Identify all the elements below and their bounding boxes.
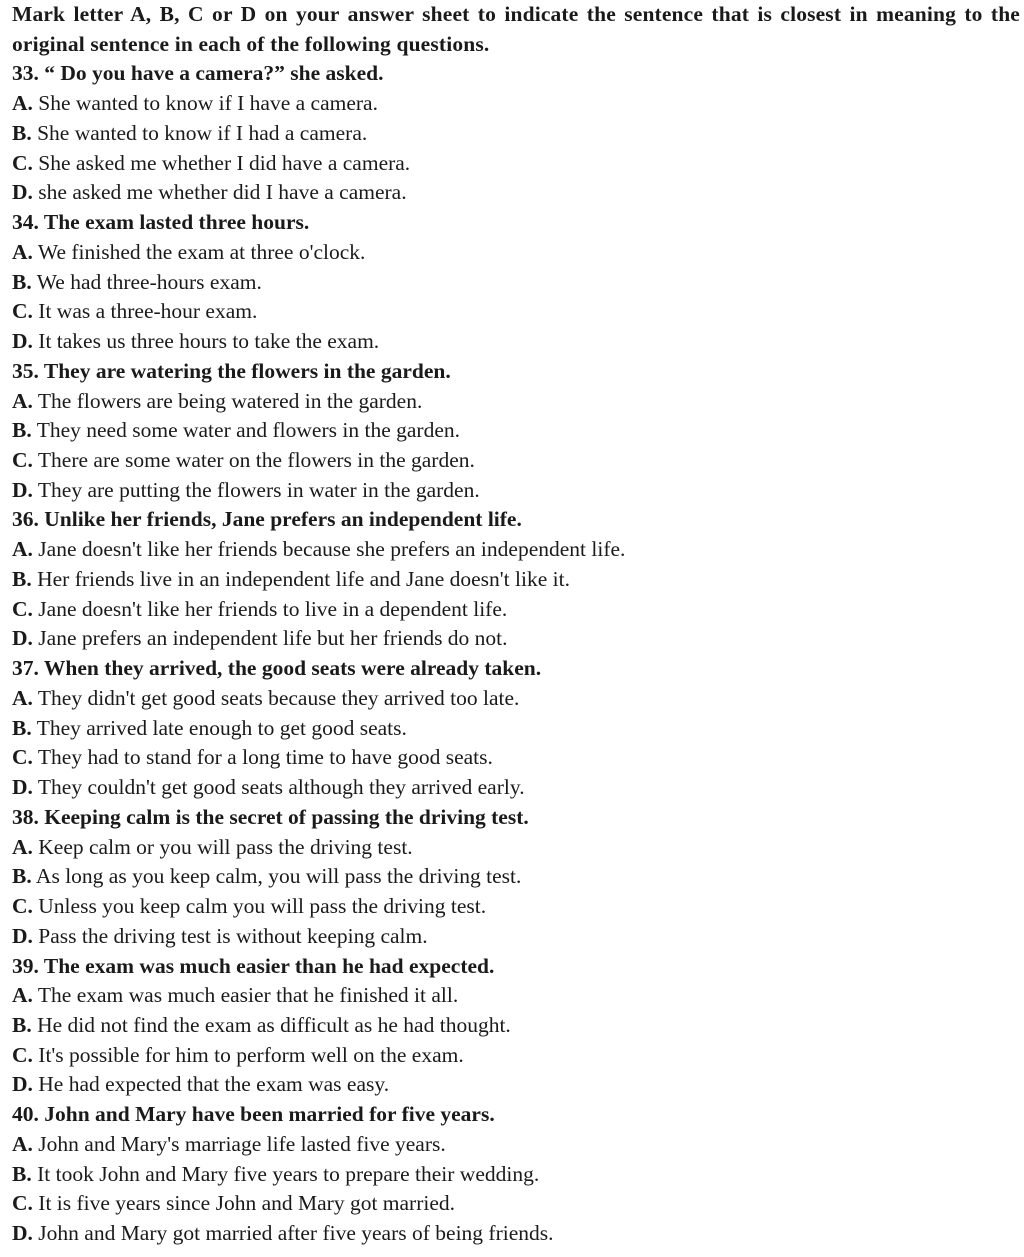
answer-option-d bbox=[12, 773, 1020, 803]
answer-option-c bbox=[12, 1189, 1020, 1219]
question-stem bbox=[12, 952, 1020, 982]
option-letter: A. bbox=[12, 239, 33, 264]
option-text: They need some water and flowers in the garden. bbox=[36, 418, 460, 443]
answer-option-a bbox=[12, 238, 1020, 268]
question-number: 33. bbox=[12, 61, 39, 86]
option-text: John and Mary got married after five years of being friends. bbox=[38, 1221, 554, 1246]
question-stem-text: They are watering the flowers in the garden. bbox=[43, 358, 451, 383]
option-letter: D. bbox=[12, 180, 33, 205]
question-stem bbox=[12, 803, 1020, 833]
option-letter: B. bbox=[12, 418, 32, 443]
answer-option-a bbox=[12, 535, 1020, 565]
option-letter: A. bbox=[12, 537, 33, 562]
option-letter: C. bbox=[12, 894, 33, 919]
option-text: She asked me whether I did have a camera. bbox=[38, 150, 411, 175]
question-35 bbox=[12, 357, 1020, 506]
option-letter: B. bbox=[12, 1012, 32, 1037]
answer-option-c bbox=[12, 1041, 1020, 1071]
question-number: 36. bbox=[12, 507, 39, 532]
answer-option-b bbox=[12, 1011, 1020, 1041]
answer-option-a bbox=[12, 981, 1020, 1011]
answer-option-b bbox=[12, 862, 1020, 892]
option-text: They didn't get good seats because they arrived too late. bbox=[37, 685, 520, 710]
option-text: It took John and Mary five years to prepare their wedding. bbox=[37, 1161, 540, 1186]
answer-option-c bbox=[12, 892, 1020, 922]
answer-option-c bbox=[12, 743, 1020, 773]
option-text: It is five years since John and Mary got married. bbox=[38, 1191, 456, 1216]
answer-option-d bbox=[12, 178, 1020, 208]
option-text: John and Mary's marriage life lasted five years. bbox=[38, 1131, 446, 1156]
question-stem-text: Unlike her friends, Jane prefers an independent life. bbox=[44, 507, 522, 532]
answer-option-a bbox=[12, 1130, 1020, 1160]
question-stem-text: The exam lasted three hours. bbox=[43, 210, 310, 235]
question-stem-text: Keeping calm is the secret of passing the driving test. bbox=[44, 804, 529, 829]
question-number: 39. bbox=[12, 953, 39, 978]
answer-option-c bbox=[12, 446, 1020, 476]
option-text: Pass the driving test is without keeping calm. bbox=[38, 923, 428, 948]
option-letter: A. bbox=[12, 91, 33, 116]
option-letter: A. bbox=[12, 983, 33, 1008]
option-text: He had expected that the exam was easy. bbox=[38, 1072, 390, 1097]
option-letter: D. bbox=[12, 626, 33, 651]
option-text: We finished the exam at three o'clock. bbox=[37, 239, 366, 264]
question-stem bbox=[12, 208, 1020, 238]
option-text: They couldn't get good seats although they arrived early. bbox=[37, 775, 525, 800]
question-38 bbox=[12, 803, 1020, 952]
option-letter: C. bbox=[12, 299, 33, 324]
answer-option-a bbox=[12, 833, 1020, 863]
option-letter: D. bbox=[12, 775, 33, 800]
option-text: she asked me whether did I have a camera. bbox=[38, 180, 407, 205]
question-number: 37. bbox=[12, 656, 39, 681]
option-letter: C. bbox=[12, 596, 33, 621]
option-letter: C. bbox=[12, 1191, 33, 1216]
answer-option-c bbox=[12, 595, 1020, 625]
option-text: As long as you keep calm, you will pass the driving test. bbox=[35, 864, 522, 889]
answer-option-c bbox=[12, 297, 1020, 327]
answer-option-b bbox=[12, 1160, 1020, 1190]
answer-option-d bbox=[12, 1070, 1020, 1100]
question-stem bbox=[12, 1100, 1020, 1130]
option-text: She wanted to know if I had a camera. bbox=[37, 120, 368, 145]
option-letter: C. bbox=[12, 1042, 33, 1067]
option-text: It takes us three hours to take the exam. bbox=[38, 329, 380, 354]
answer-option-a bbox=[12, 89, 1020, 119]
question-stem-text: The exam was much easier than he had expected. bbox=[43, 953, 495, 978]
question-stem-text: “ Do you have a camera?” she asked. bbox=[44, 61, 384, 86]
answer-option-b bbox=[12, 714, 1020, 744]
answer-option-d bbox=[12, 327, 1020, 357]
option-letter: C. bbox=[12, 448, 33, 473]
option-text: Jane prefers an independent life but her friends do not. bbox=[38, 626, 508, 651]
option-text: We had three-hours exam. bbox=[36, 269, 262, 294]
question-number: 34. bbox=[12, 210, 39, 235]
option-text: It was a three-hour exam. bbox=[38, 299, 258, 324]
question-stem bbox=[12, 654, 1020, 684]
question-34 bbox=[12, 208, 1020, 357]
option-letter: D. bbox=[12, 477, 33, 502]
answer-option-a bbox=[12, 684, 1020, 714]
option-text: Jane doesn't like her friends to live in a dependent life. bbox=[38, 596, 508, 621]
option-text: Her friends live in an independent life and Jane doesn't like it. bbox=[37, 566, 570, 591]
option-letter: D. bbox=[12, 1072, 33, 1097]
question-number: 35. bbox=[12, 358, 39, 383]
option-letter: A. bbox=[12, 685, 33, 710]
instruction-text: Mark letter A, B, C or D on your answer sheet to indicate the sentence that is closest in meaning to the original sentence in each of the following questions. bbox=[12, 2, 1020, 56]
question-39 bbox=[12, 952, 1020, 1101]
option-letter: C. bbox=[12, 745, 33, 770]
option-text: There are some water on the flowers in the garden. bbox=[37, 448, 475, 473]
answer-sheet bbox=[12, 0, 1020, 1249]
option-text: Keep calm or you will pass the driving test. bbox=[38, 834, 413, 859]
option-text: The flowers are being watered in the garden. bbox=[37, 388, 423, 413]
answer-option-d bbox=[12, 1219, 1020, 1249]
option-text: She wanted to know if I have a camera. bbox=[38, 91, 378, 116]
question-36 bbox=[12, 505, 1020, 654]
question-33 bbox=[12, 59, 1020, 208]
option-letter: B. bbox=[12, 120, 32, 145]
option-text: Jane doesn't like her friends because she prefers an independent life. bbox=[38, 537, 626, 562]
answer-option-b bbox=[12, 416, 1020, 446]
option-letter: B. bbox=[12, 566, 32, 591]
option-letter: D. bbox=[12, 1221, 33, 1246]
option-letter: B. bbox=[12, 269, 32, 294]
option-letter: B. bbox=[12, 1161, 32, 1186]
option-letter: B. bbox=[12, 864, 32, 889]
answer-option-d bbox=[12, 922, 1020, 952]
option-letter: D. bbox=[12, 923, 33, 948]
question-40 bbox=[12, 1100, 1020, 1249]
question-stem-text: John and Mary have been married for five years. bbox=[44, 1102, 495, 1127]
question-stem bbox=[12, 59, 1020, 89]
answer-option-b bbox=[12, 565, 1020, 595]
question-number: 38. bbox=[12, 804, 39, 829]
option-text: They are putting the flowers in water in the garden. bbox=[37, 477, 480, 502]
question-list bbox=[12, 59, 1020, 1248]
answer-option-b bbox=[12, 119, 1020, 149]
question-stem-text: When they arrived, the good seats were already taken. bbox=[43, 656, 542, 681]
option-text: Unless you keep calm you will pass the driving test. bbox=[38, 894, 487, 919]
option-letter: D. bbox=[12, 329, 33, 354]
answer-option-b bbox=[12, 268, 1020, 298]
answer-option-d bbox=[12, 476, 1020, 506]
question-37 bbox=[12, 654, 1020, 803]
option-letter: A. bbox=[12, 388, 33, 413]
question-stem bbox=[12, 357, 1020, 387]
option-text: They had to stand for a long time to have good seats. bbox=[37, 745, 493, 770]
option-text: He did not find the exam as difficult as he had thought. bbox=[37, 1012, 511, 1037]
option-letter: B. bbox=[12, 715, 32, 740]
answer-option-a bbox=[12, 387, 1020, 417]
option-letter: A. bbox=[12, 834, 33, 859]
option-letter: C. bbox=[12, 150, 33, 175]
answer-option-d bbox=[12, 624, 1020, 654]
option-text: The exam was much easier that he finished it all. bbox=[37, 983, 459, 1008]
answer-option-c bbox=[12, 149, 1020, 179]
option-text: It's possible for him to perform well on the exam. bbox=[38, 1042, 464, 1067]
question-stem bbox=[12, 505, 1020, 535]
option-text: They arrived late enough to get good seats. bbox=[36, 715, 407, 740]
question-number: 40. bbox=[12, 1102, 39, 1127]
option-letter: A. bbox=[12, 1131, 33, 1156]
